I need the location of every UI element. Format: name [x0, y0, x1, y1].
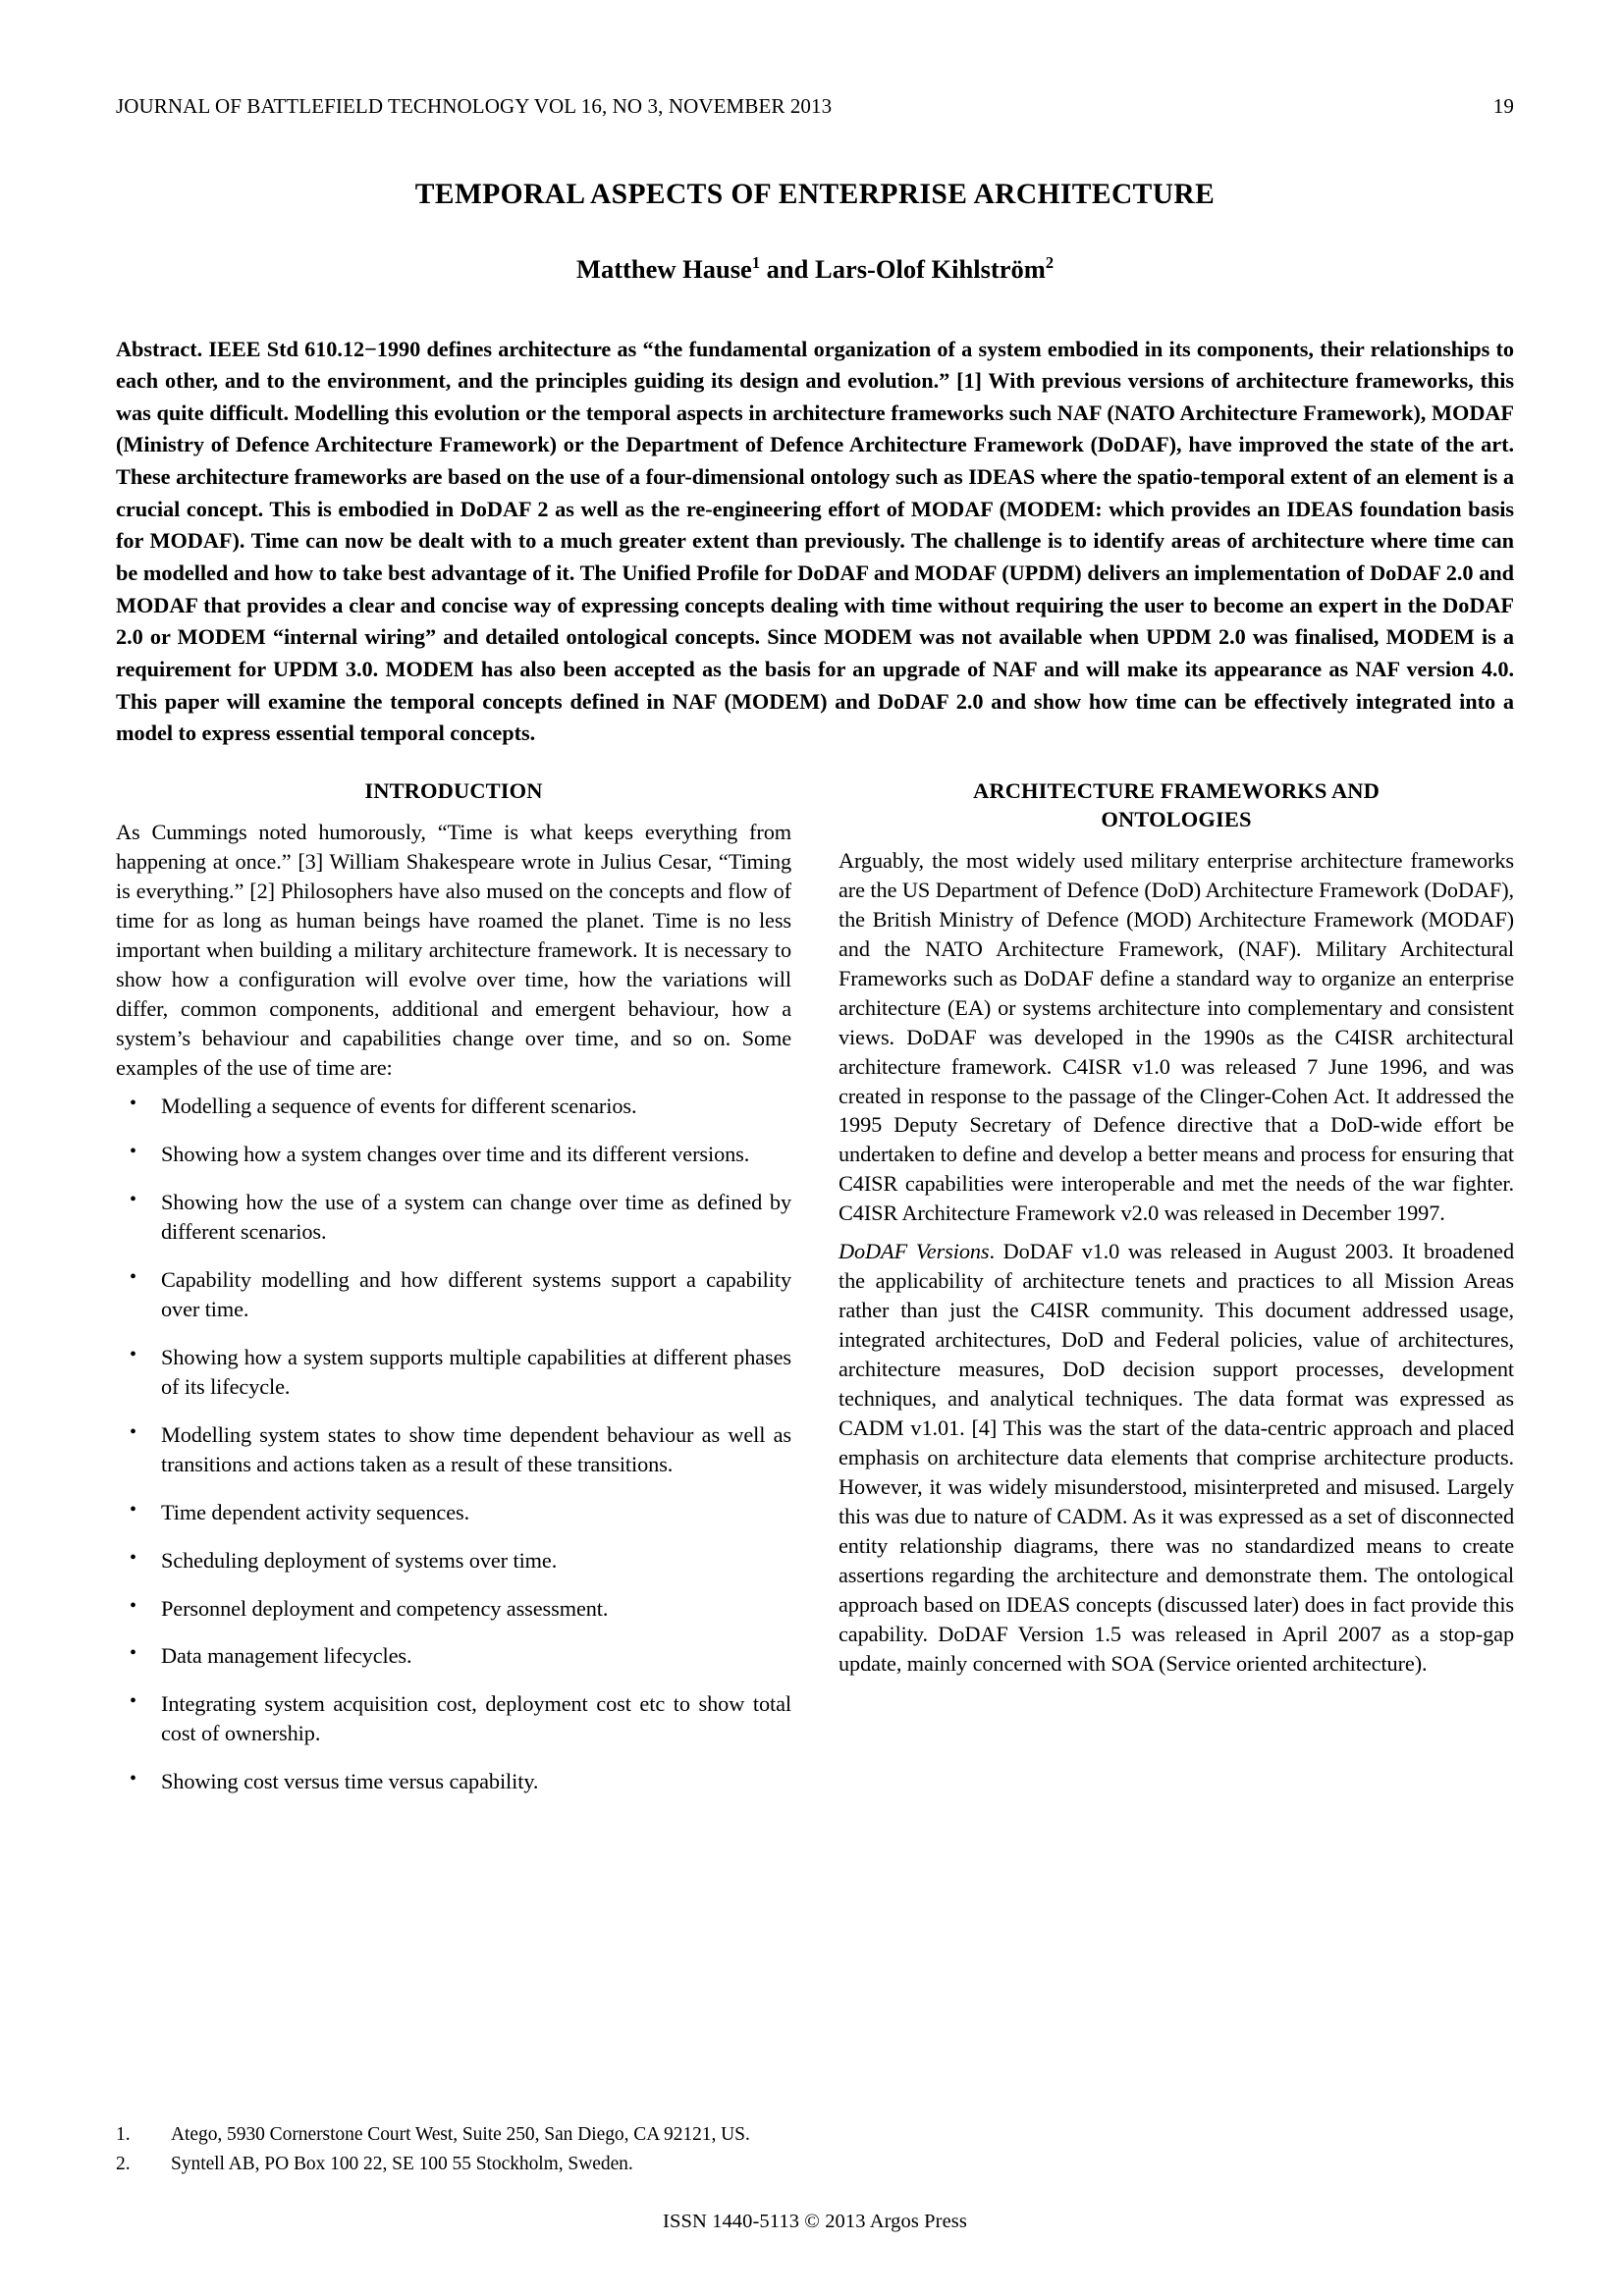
page-content — [116, 94, 1514, 1815]
section-heading-line-2: ONTOLOGIES — [1101, 806, 1252, 831]
two-column-body — [116, 777, 1514, 1815]
authors-line — [116, 252, 1514, 286]
list-item: • Integrating system acquisition cost, deployment cost etc to show total cost of ownership. — [116, 1689, 791, 1748]
dodaf-versions-paragraph — [839, 1237, 1514, 1679]
list-item: • Showing how the use of a system can change over time as defined by different scenarios. — [116, 1188, 791, 1247]
dodaf-versions-body: . DoDAF v1.0 was released in August 2003. It broadened the applicability of architecture tenets and practices to all Mission Areas rather than just the C4ISR community. This document addressed usage, integrated architectures, DoD and Federal policies, value of architectures, architecture measures, DoD decision support processes, development techniques, and analytical techniques. The data format was expressed as CADM v1.01. [4] This was the start of the data-centric approach and placed emphasis on architecture data elements that comprise architecture products. However, it was widely misunderstood, misinterpreted and misused. Largely this was due to nature of CADM. As it was expressed as a set of disconnected entity relationship diagrams, there was no standardized means to create assertions regarding the architecture and demonstrate them. The ontological approach based on IDEAS concepts (discussed later) does in fact provide this capability. DoDAF Version 1.5 was released in April 2007 as a stop-gap update, mainly concerned with SOA (Service oriented architecture). — [839, 1239, 1514, 1677]
journal-title-line: JOURNAL OF BATTLEFIELD TECHNOLOGY VOL 16, NO 3, NOVEMBER 2013 — [116, 94, 833, 118]
list-item: • Showing how a system changes over time and its different versions. — [116, 1140, 791, 1169]
list-item: • Modelling a sequence of events for different scenarios. — [116, 1092, 791, 1121]
running-head — [116, 94, 1514, 119]
section-heading-line-1: ARCHITECTURE FRAMEWORKS AND — [973, 778, 1380, 804]
authors-conjunction: and — [760, 254, 816, 285]
left-column — [116, 777, 791, 1815]
author-one-affiliation-marker: 1 — [751, 253, 761, 273]
section-heading-architecture-frameworks-and-ontologies — [839, 777, 1514, 834]
right-column — [839, 777, 1514, 1815]
list-item: • Personnel deployment and competency assessment. — [116, 1594, 791, 1624]
introduction-paragraph: As Cummings noted humorously, “Time is what keeps everything from happening at once.” [3] William Shakespeare wrote in Julius Cesar, “Timing is everything.” [2] Philosophers have also mused on the concepts and flow of time for as long as human beings have roamed the planet. Time is no less important when building a military architecture framework. It is necessary to show how a configuration will evolve over time, how the variations will differ, common components, additional and emergent behaviour, how a system’s behaviour and capabilities change over time, and so on. Some examples of the use of time are: — [116, 819, 791, 1080]
footnote-number: 1. — [116, 2124, 131, 2145]
list-item: • Time dependent activity sequences. — [116, 1498, 791, 1527]
frameworks-paragraph: Arguably, the most widely used military enterprise architecture frameworks are the US Department of Defence (DoD) Architecture Framework (DoDAF), the British Ministry of Defence (MOD) Architecture Framework (MODAF) and the NATO Architecture Framework, (NAF). Military Architectural Frameworks such as DoDAF define a standard way to organize an enterprise architecture (EA) or systems architecture into complementary and consistent views. DoDAF was developed in the 1990s as the C4ISR architectural architecture framework. C4ISR v1.0 was released 7 June 1996, and was created in response to the passage of the Clinger-Cohen Act. It addressed the 1995 Deputy Secretary of Defence directive that a DoD-wide effort be undertaken to define and develop a better means and process for ensuring that C4ISR capabilities were interoperable and met the needs of the war fighter. C4ISR Architecture Framework v2.0 was released in December 1997. — [839, 847, 1514, 1226]
list-item: • Showing cost versus time versus capability. — [116, 1767, 791, 1796]
section-heading-introduction: INTRODUCTION — [364, 778, 543, 804]
footnotes-block — [116, 2120, 1514, 2233]
list-item: • Scheduling deployment of systems over time. — [116, 1546, 791, 1575]
abstract-paragraph: Abstract. IEEE Std 610.12−1990 defines architecture as “the fundamental organization of a system embodied in its components, their relationships to each other, and to the environment, and the principles guiding its design and evolution.” [1] With previous versions of architecture frameworks, this was quite difficult. Modelling this evolution or the temporal aspects in architecture frameworks such NAF (NATO Architecture Framework), MODAF (Ministry of Defence Architecture Framework) or the Department of Defence Architecture Framework (DoDAF), have improved the state of the art. These architecture frameworks are based on the use of a four-dimensional ontology such as IDEAS where the spatio-temporal extent of an element is a crucial concept. This is embodied in DoDAF 2 as well as the re-engineering effort of MODAF (MODEM: which provides an IDEAS foundation basis for MODAF). Time can now be dealt with to a much greater extent than previously. The challenge is to identify areas of architecture where time can be modelled and how to take best advantage of it. The Unified Profile for DoDAF and MODAF (UPDM) delivers an implementation of DoDAF 2.0 and MODAF that provides a clear and concise way of expressing concepts dealing with time without requiring the user to become an expert in the DoDAF 2.0 or MODEM “internal wiring” and detailed ontological concepts. Since MODEM was not available when UPDM 2.0 was finalised, MODEM is a requirement for UPDM 3.0. MODEM has also been accepted as the basis for an upgrade of NAF and will make its appearance as NAF version 4.0. This paper will examine the temporal concepts defined in NAF (MODEM) and DoDAF 2.0 and show how time can be effectively integrated into a model to express essential temporal concepts. — [116, 336, 1514, 746]
author-two-affiliation-marker: 2 — [1045, 253, 1055, 273]
list-item: • Showing how a system supports multiple capabilities at different phases of its lifecycle. — [116, 1343, 791, 1402]
footnote-row — [116, 2120, 1514, 2150]
list-item: • Data management lifecycles. — [116, 1641, 791, 1671]
author-one-name: Matthew Hause — [575, 254, 752, 285]
page-title: TEMPORAL ASPECTS OF ENTERPRISE ARCHITECTURE — [414, 179, 1216, 211]
footnote-row — [116, 2150, 1514, 2179]
footnote-text: Atego, 5930 Cornerstone Court West, Suite 250, San Diego, CA 92121, US. — [171, 2124, 750, 2145]
time-use-examples-list — [116, 1092, 791, 1797]
list-item: • Modelling system states to show time dependent behaviour as well as transitions and actions taken as a result of these transitions. — [116, 1420, 791, 1479]
footnote-number: 2. — [116, 2153, 131, 2174]
author-two-name: Lars-Olof Kihlström — [815, 254, 1046, 285]
page-number: 19 — [1492, 94, 1514, 118]
dodaf-versions-lead-in: DoDAF Versions — [839, 1239, 990, 1264]
footnote-text: Syntell AB, PO Box 100 22, SE 100 55 Stockholm, Sweden. — [171, 2153, 633, 2174]
issn-copyright-line: ISSN 1440-5113 © 2013 Argos Press — [663, 2211, 967, 2233]
list-item: • Capability modelling and how different systems support a capability over time. — [116, 1265, 791, 1324]
